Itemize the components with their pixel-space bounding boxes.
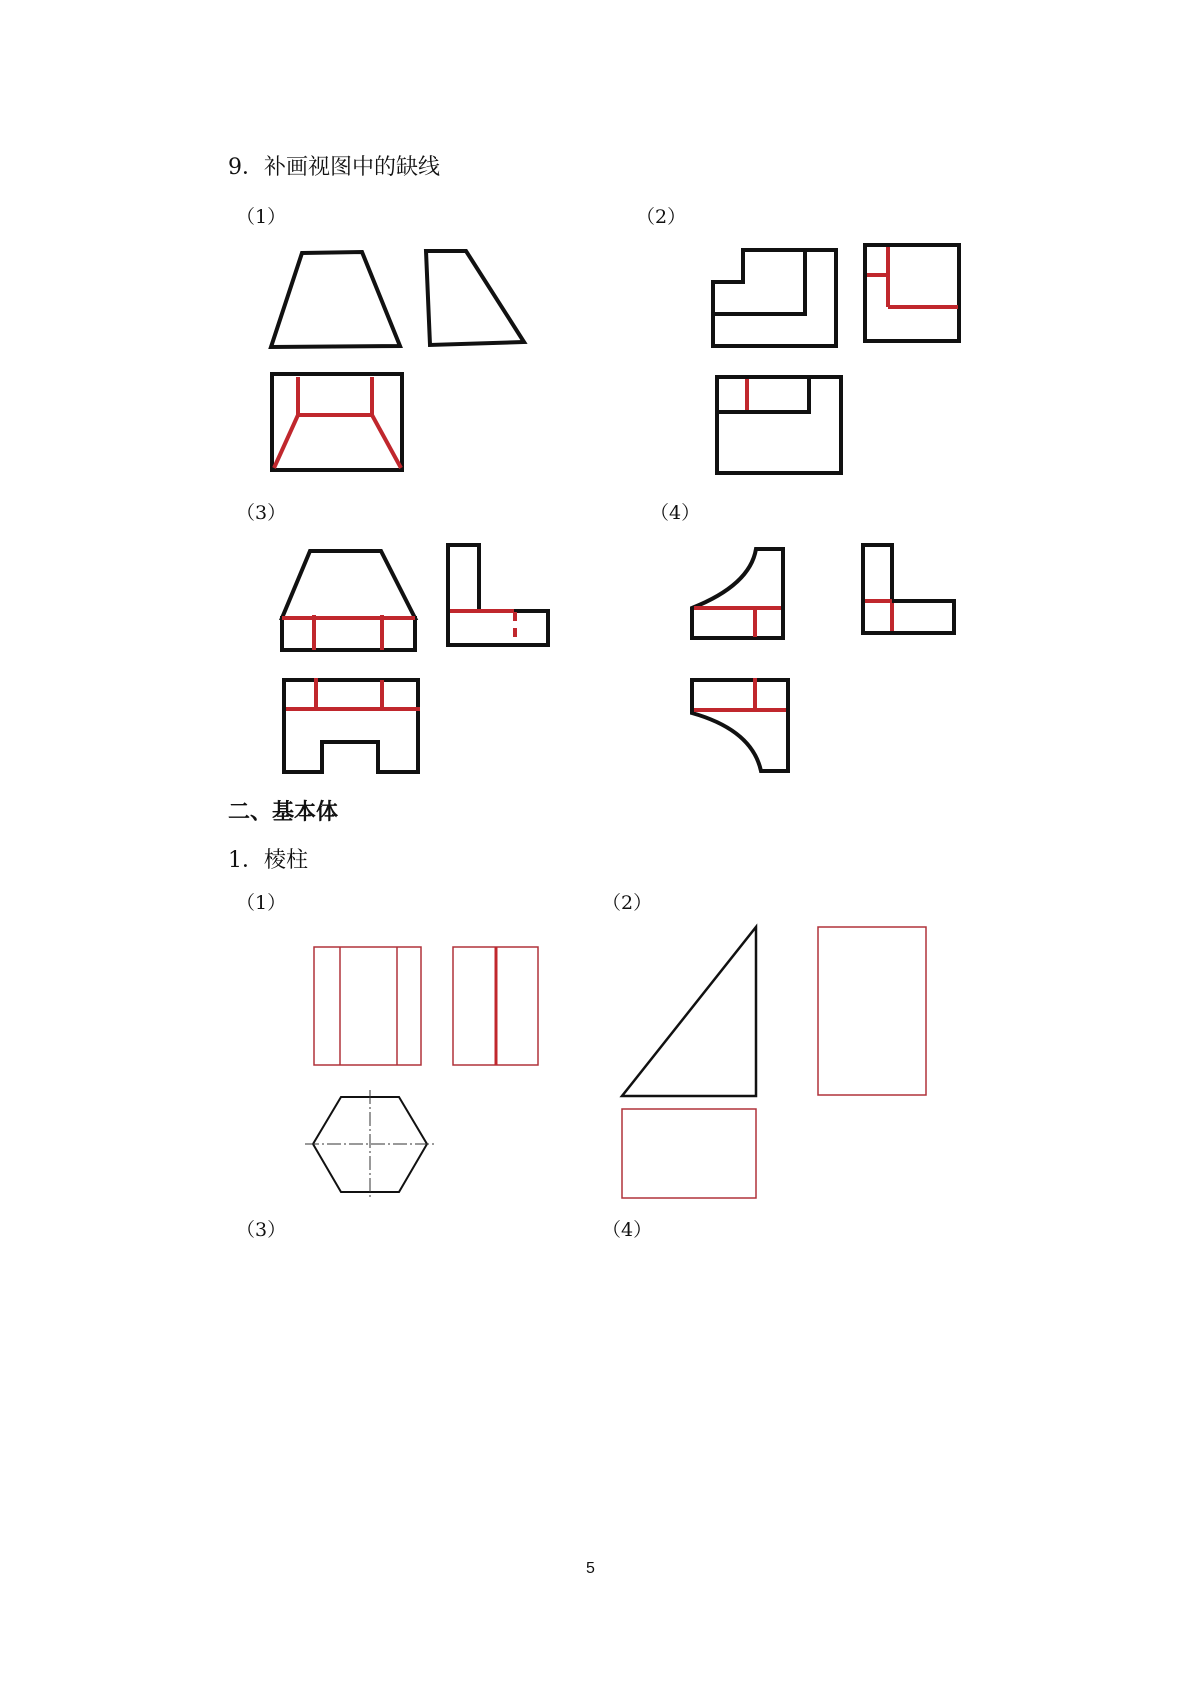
front-view-top-trapezoid bbox=[282, 551, 415, 618]
figure-9-3 bbox=[282, 545, 548, 772]
side-view-L bbox=[448, 545, 548, 645]
front-view-outline bbox=[713, 250, 836, 346]
sub-label-3: （3） bbox=[236, 502, 287, 524]
front-view-base bbox=[282, 618, 415, 650]
front-view-triangle bbox=[622, 927, 756, 1096]
sub-label-2: （2） bbox=[636, 206, 687, 228]
front-view-trapezoid bbox=[271, 252, 400, 347]
figure-prism-1 bbox=[305, 947, 538, 1200]
side-view-rect bbox=[865, 245, 959, 341]
top-view-inner bbox=[719, 377, 809, 412]
answer-line bbox=[274, 415, 298, 468]
prism-heading: 1．棱柱 bbox=[228, 848, 308, 873]
side-view-rect bbox=[818, 927, 926, 1095]
side-view-quad bbox=[426, 251, 524, 345]
answer-line bbox=[372, 415, 401, 468]
front-view-arc-shape bbox=[692, 549, 783, 638]
top-view-rect bbox=[272, 374, 402, 470]
top-view-arc-shape bbox=[692, 680, 788, 771]
prism-label-1: （1） bbox=[236, 892, 287, 914]
figure-9-1 bbox=[271, 251, 524, 470]
top-view-rect bbox=[717, 377, 841, 473]
sub-label-1: （1） bbox=[236, 206, 287, 228]
sub-label-4: （4） bbox=[650, 502, 701, 524]
exercise-heading: 9．补画视图中的缺线 bbox=[228, 155, 440, 180]
front-view-rect bbox=[314, 947, 421, 1065]
figure-9-2 bbox=[713, 245, 959, 473]
prism-label-3: （3） bbox=[236, 1219, 287, 1241]
top-view-rect bbox=[622, 1109, 756, 1198]
figure-prism-2 bbox=[622, 927, 926, 1198]
figure-9-4 bbox=[692, 545, 954, 771]
prism-label-4: （4） bbox=[602, 1219, 653, 1241]
side-view-L bbox=[863, 545, 954, 633]
prism-label-2: （2） bbox=[602, 892, 653, 914]
section-title: 二、基本体 bbox=[228, 800, 339, 825]
page-number: 5 bbox=[586, 1560, 595, 1577]
top-view-outline bbox=[284, 680, 418, 772]
